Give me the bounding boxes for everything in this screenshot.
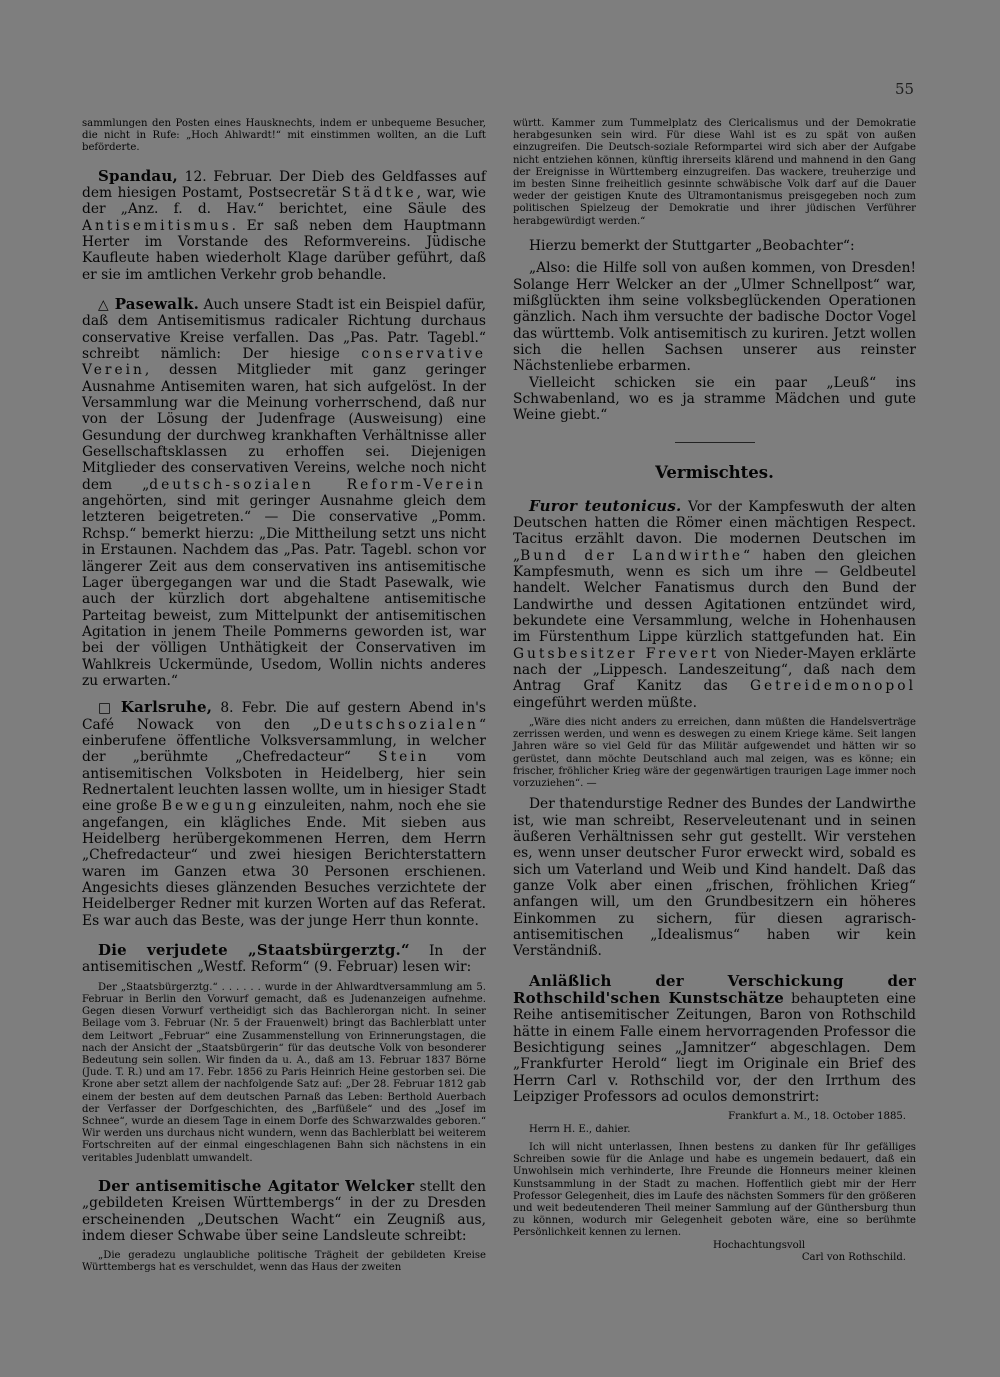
quote-block: „Wäre dies nicht anders zu erreichen, dann müßten die Handelsverträge zerrissen werden, und wenn es deswegen zu einem Kriege käme. Seit langen Jahren wäre so viel Geld für das Militär aufgewendet und hätten wir so gerüstet, dann möchte Deutschland auch mal zeigen, was es könne; ein frischer, fröhlicher Krieg wäre der gegenwärtigen traurigen Lage immer noch vorzuziehen“. — — [513, 717, 916, 790]
page-number: 55 — [895, 80, 915, 98]
article-heading: Karlsruhe, — [120, 698, 213, 717]
article-karlsruhe: □ Karlsruhe, 8. Febr. Die auf gestern Abend in's Café Nowack von den „Deutschsozialen“ einberufene öffentliche Volksversammlung, in welcher der „berühmte „Chefredacteur“ Stein vom antisemitischen Volksboten in Heidelberg, hier sein Rednertalent leuchten lassen wollte, um in hiesiger Stadt eine große Bewegung einzuleiten, nahm, noch ehe sie angefangen, ein klägliches Ende. Mit sieben aus Heidelberg herübergekommenen Herren, dem Herrn „Chefredacteur“ und zwei hiesigen Berichterstattern waren im Ganzen etwa 30 Personen erschienen. Angesichts dieses glänzenden Besuches verzichtete der Heidelberger Redner mit kurzen Worten auf das Referat. Es war auch das Beste, was der junge Herr thun konnte. — [82, 698, 486, 929]
letter-body: Ich will nicht unterlassen, Ihnen bestens zu danken für Ihr gefälliges Schreiben sowie für die Anlage und habe es ungemein bedauert, daß ein Unwohlsein mich verhinderte, Ihre Freunde die Honneurs meiner kleinen Kunstsammlung in der Stadt zu machen. Hoffentlich giebt mir der Herr Professor Gelegenheit, dies im Laufe des nächsten Sommers für den größeren und weit bedeutenderen Theil meiner Sammlung auf der Günthersburg thun zu können, wodurch mir Gelegenheit geboten wäre, eine so berühmte Persönlichkeit kennen zu lernen. — [513, 1141, 916, 1239]
beobachter-quote-end: Vielleicht schicken sie ein paar „Leuß“ ins Schwabenland, wo es ja stramme Mädchen und gute Weine giebt.“ — [513, 374, 916, 424]
section-title: Vermischtes. — [655, 462, 774, 482]
article-heading: Die verjudete „Staatsbürgerztg.“ — [98, 941, 410, 960]
quote-block: Der „Staatsbürgerztg.“ . . . . . . wurde in der Ahlwardtversammlung am 5. Februar in Berlin den Vorwurf gemacht, daß es Judenanzeigen aufnehme. Gegen diesen Vorwurf vertheidigt sich das Bachlerorgan nicht. In seiner Beilage vom 3. Februar (Nr. 5 der Frauenwelt) bringt das Bachlerblatt unter dem Leitwort „Februar“ eine Zusammenstellung von Erinnerungstagen, die nach der Ansicht der „Staatsbürgerin“ für das deutsche Volk von besonderer Bedeutung sein sollen. Wir finden da u. A., daß am 13. Februar 1837 Börne (Jude. T. R.) und am 17. Febr. 1856 zu Paris Heinrich Heine gestorben sei. Die Krone aber setzt allem der nachfolgende Satz auf: „Der 28. Februar 1812 gab einem der besten auf dem deutschen Parnaß das Leben: Berthold Auerbach der Verfasser der Dorfgeschichten, des „Barfüßele“ und des „Josef im Schnee“, wurde an diesem Tage in einem Dorfe des Schwarzwaldes geboren.“ Wir werden uns durchaus nicht wundern, wenn das Bachlerblatt bei weiterem Fortschreiten auf der einmal eingeschlagenen Bahn sich nächstens in ein veritables Judenblatt umwandelt. — [82, 981, 486, 1164]
article-heading: Der antisemitische Agitator Welcker — [98, 1176, 415, 1195]
beobachter-intro: Hierzu bemerkt der Stuttgarter „Beobachter“: — [529, 237, 855, 254]
quote-block: „Die geradezu unglaubliche politische Trägheit der gebildeten Kreise Württembergs hat es verschuldet, wenn das Haus der zweiten — [82, 1250, 486, 1274]
letter-dateline: Frankfurt a. M., 18. October 1885. — [728, 1111, 906, 1123]
letter-salutation: Herrn H. E., dahier. — [529, 1123, 631, 1135]
article-furor-commentary: Der thatendurstige Redner des Bundes der Landwirthe ist, wie man schreibt, Reserveleutenant und in seinen äußeren Verhältnissen sehr gut gestellt. Wir verstehen es, wenn unser deutscher Furor erweckt wird, sobald es sich um Vaterland und Weib und Kind handelt. Daß das ganze Volk aber einen „frischen, fröhlichen Krieg“ anfangen will, um den Grundbesitzern ein höheres Einkommen zu sichern, für diesen agrarisch-antisemitischen „Idealismus“ haben wir kein Verständniß. — [513, 796, 916, 960]
triangle-symbol-icon: △ — [98, 297, 109, 314]
article-heading: Furor teutonicus. — [529, 496, 682, 515]
article-staatsbuergerztg: Die verjudete „Staatsbürgerztg.“ In der antisemitischen „Westf. Reform“ (9. Februar) lesen wir: — [82, 941, 487, 976]
article-pasewalk: △ Pasewalk. Auch unsere Stadt ist ein Beispiel dafür, daß dem Antisemitismus radicaler Richtung durchaus conservative Kreise verfallen. Das „Pas. Patr. Tagebl.“ schreibt nämlich: Der hiesige conservative Verein, dessen Mitglieder mit ganz geringer Ausnahme Antisemiten waren, hat sich aufgelöst. In der Versammlung war die Meinung vorherrschend, daß nur von der Lösung der Judenfrage (Ausweisung) eine Gesundung der durchweg krankhaften Verhältnisse aller Gesellschaftsklassen zu erhoffen sei. Diejenigen Mitglieder des conservativen Vereins, welche noch nicht dem „deutsch-sozialen Reform-Verein angehörten, sind mit geringer Ausnahme gleich dem letzteren beigetreten.“ — Die conservative „Pomm. Rchsp.“ bemerkt hierzu: „Die Mittheilung setzt uns nicht in Erstaunen. Nachdem das „Pas. Patr. Tagebl. schon vor längerer Zeit aus dem conservativen ins antisemitische Lager übergegangen war und die Stadt Pasewalk, wie auch der kürzlich dort abgehaltene antisemitische Parteitag beweist, zum Mittelpunkt der antisemitischen Agitation in jenem Theile Pommerns geworden ist, war bei der völligen Unthätigkeit der Conservativen im Wahlkreis Uckermünde, Usedom, Wollin nichts anderes zu erwarten.“ — [82, 295, 486, 689]
article-heading: Anläßlich der Verschickung der Rothschild'schen Kunstschätze — [513, 971, 916, 1008]
article-furor-teutonicus: Furor teutonicus. Vor der Kampfeswuth der alten Deutschen hatten die Römer einen mächtigen Respect. Tacitus erzählt davon. Die modernen Deutschen im „Bund der Landwirthe“ haben den gleichen Kampfesmuth, wenn es sich um ihre — Geldbeutel handelt. Welcher Fanatismus durch den Bund der Landwirthe und dessen Agitationen entzündet wird, bekundete eine Versammlung, welche in Hohenhausen im Fürstenthum Lippe kürzlich stattgefunden hat. Ein Gutsbesitzer Frevert von Nieder-Mayen erklärte nach der „Lippesch. Landeszeitung“, daß nach dem Antrag Graf Kanitz das Getreidemonopol eingeführt werden müßte. — [513, 496, 917, 711]
right-column — [513, 118, 916, 1264]
letter-signature: Carl von Rothschild. — [801, 1251, 906, 1263]
letter-closing: Hochachtungsvoll — [713, 1239, 806, 1251]
article-heading: Pasewalk. — [114, 295, 200, 314]
beobachter-quote: „Also: die Hilfe soll von außen kommen, von Dresden! Solange Herr Welcker an der „Ulmer Schnellpost“ war, mißglückten ihm seine volksbeglückenden Operationen gänzlich. Nach ihm versuchte der badische Doctor Vogel das württemb. Volk antisemitisch zu kuriren. Jetzt wollen sich die hellen Sachsen unserer aus reinster Nächstenliebe erbarmen. — [513, 260, 916, 375]
square-symbol-icon: □ — [98, 700, 115, 717]
article-continuation: sammlungen den Posten eines Hausknechts, indem er unbequeme Besucher, die nicht in Rufe: „Hoch Ahlwardt!“ mit einstimmen wollten, an die Luft beförderte. — [82, 118, 486, 154]
article-heading: Spandau, — [98, 166, 178, 185]
article-welcker: Der antisemitische Agitator Welcker stellt den „gebildeten Kreisen Württembergs“ in der zu Dresden erscheinenden „Deutschen Wacht“ ein Zeugniß aus, indem dieser Schwabe über seine Landsleute schreibt: — [82, 1176, 486, 1244]
divider-rule — [675, 442, 755, 443]
article-spandau: Spandau, 12. Februar. Der Dieb des Geldfasses auf dem hiesigen Postamt, Postsecretär Städtke, war, wie der „Anz. f. d. Hav.“ berichtet, eine Säule des Antisemitismus. Er saß neben dem Hauptmann Herter im Vorstande des Reformvereins. Jüdische Kaufleute haben wiederholt Klage darüber geführt, daß er sie im amtlichen Verkehr grob behandle. — [82, 166, 487, 283]
article-rothschild: Anläßlich der Verschickung der Rothschild'schen Kunstschätze behaupteten eine Reihe antisemitischer Zeitungen, Baron von Rothschild hätte in einem Falle einem hervorragenden Professor die Besichtigung seines „Jamnitzer“ abgeschlagen. Dem „Frankfurter Herold“ liegt im Originale ein Brief des Herrn Carl v. Rothschild vor, der den Irrthum des Leipziger Professors ad oculos demonstrirt: — [513, 971, 916, 1106]
left-column — [82, 118, 486, 1275]
quote-continuation: württ. Kammer zum Tummelplatz des Clericalismus und der Demokratie herabgesunken sein wird. Für diese Wahl ist es zu spät von außen einzugreifen. Die Deutsch-soziale Reformpartei wird sich aber der Aufgabe nicht entziehen können, künftig ihrerseits klärend und mahnend in den Gang der Ereignisse in Württemberg einzugreifen. Das wackere, treuherzige und im besten Sinne freiheitlich gesinnte schwäbische Volk darf auf die Dauer weder der geistigen Knute des Ultramontanismus preisgegeben noch zum politischen Spielzeug der Demokratie und ihrer jüdischen Verführer herabgewürdigt werden.“ — [513, 118, 916, 227]
